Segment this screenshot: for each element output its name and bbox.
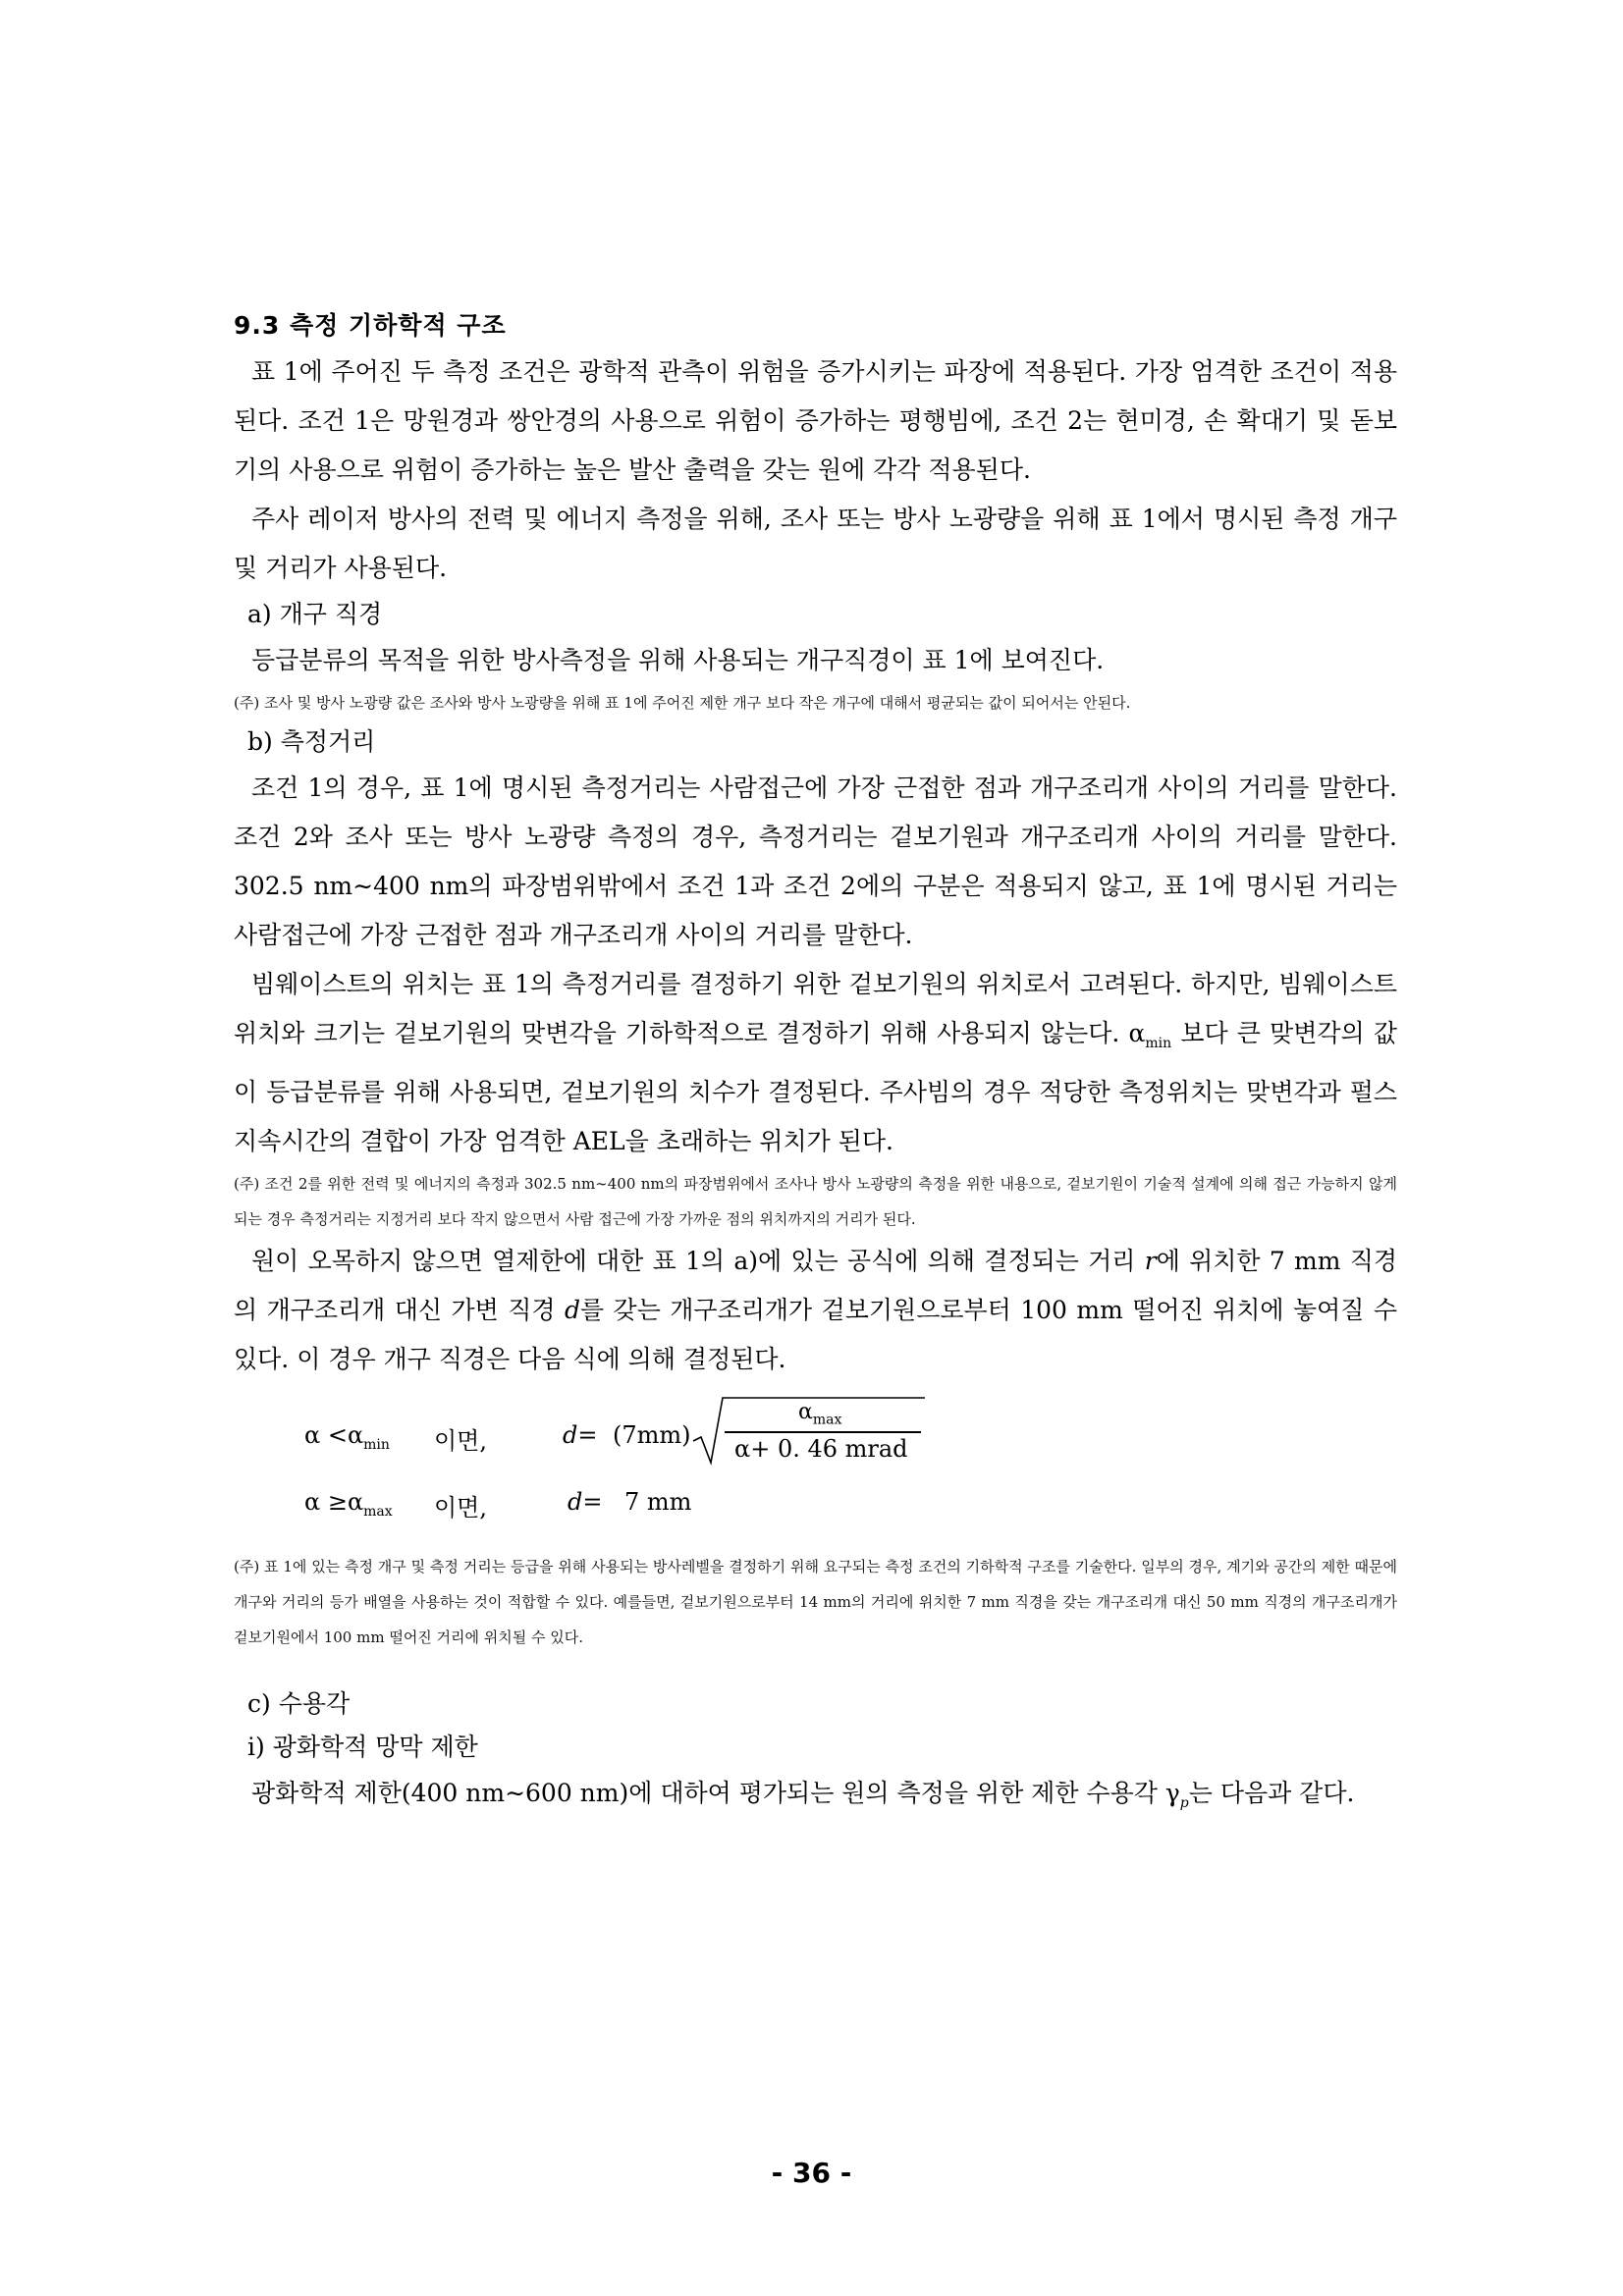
formula-condition: 이면, [434,1494,487,1522]
section-heading: 9.3 측정 기하학적 구조 [234,311,507,340]
numerator-alpha: α [798,1400,813,1424]
gamma-subscript: p [1179,1795,1189,1811]
subsection-a-paragraph: 등급분류의 목적을 위한 방사측정을 위해 사용되는 개구직경이 표 1에 보여진다. [251,646,1105,674]
formula-note: (주) 표 1에 있는 측정 개구 및 측정 거리는 등급을 위해 사용되는 방사레벨을 결정하기 위해 요구되는 측정 조건의 기하학적 구조를 기술한다. 일부의 경우, 계기와 공간의 제한 때문에 개구와 거리의 등가 배열을 사용하는 것이 적합할 수 있다. 예를들면, 겉보기원으로부터 14 mm의 거리에 위치한 7 mm 직경을 갖는 개구조리개 대신 50 mm 직경의 개구조리개가 겉보기원에서 100 mm 떨어진 거리에 위치될 수 있다. [234,1558,1397,1646]
subsection-c-subtitle: i) 광화학적 망막 제한 [247,1733,478,1761]
formula-value: 7 mm [624,1488,692,1516]
section-paragraph-1: 표 1에 주어진 두 측정 조건은 광학적 관측이 위험을 증가시키는 파장에 적용된다. 가장 엄격한 조건이 적용된다. 조건 1은 망원경과 쌍안경의 사용으로 위험이 증가하는 평행빔에, 조건 2는 현미경, 손 확대기 및 돋보기의 사용으로 위험이 증가하는 높은 발산 출력을 갖는 원에 각각 적용된다. [234,357,1397,484]
numerator-subscript: max [812,1412,842,1428]
paragraph-text: 보다 큰 맞변각의 값이 등급분류를 위해 사용되면, 겉보기원의 치수가 결정된다. 주사빔의 경우 적당한 측정위치는 맞변각과 펄스 지속시간의 결합이 가장 엄격한 AEL을 초래하는 위치가 된다. [234,1019,1398,1155]
subsection-a-note: (주) 조사 및 방사 노광량 값은 조사와 방사 노광량을 위해 표 1에 주어진 제한 개구 보다 작은 개구에 대해서 평균되는 값이 되어서는 안된다. [234,694,1131,712]
formula-lhs-subscript: min [363,1436,390,1453]
paragraph-text: 를 갖는 개구조리개가 겉보기원으로부터 100 mm 떨어진 위치에 놓여질 수 있다. 이 경우 개구 직경은 다음 식에 의해 결정된다. [234,1296,1398,1373]
formula-lhs-text: α <α [304,1421,364,1449]
formula-coefficient: (7mm) [613,1421,691,1449]
page-number: - 36 - [771,2157,852,2189]
paragraph-text: 광화학적 제한(400 nm∼600 nm)에 대하여 평가되는 원의 측정을 위한 제한 수용각 [251,1779,1158,1807]
paragraph-text: 는 다음과 같다. [1188,1779,1355,1807]
formula-lhs-text: α ≥α [304,1488,364,1516]
fraction-denominator: α+ 0. 46 mrad [734,1435,908,1463]
paragraph-text: 빔웨이스트의 위치는 표 1의 측정거리를 결정하기 위한 겉보기원의 위치로서 고려된다. 하지만, 빔웨이스트 위치와 크기는 겉보기원의 맞변각을 기하학적으로 결정하기 위해 사용되지 않는다. [234,970,1397,1047]
page-content [234,306,1397,1828]
variable-d: d [564,1296,580,1324]
subsection-b-paragraph-1: 조건 1의 경우, 표 1에 명시된 측정거리는 사람접근에 가장 근접한 점과 개구조리개 사이의 거리를 말한다. 조건 2와 조사 또는 방사 노광량 측정의 경우, 측정거리는 겉보기원과 개구조리개 사이의 거리를 말한다. 302.5 nm∼400 nm의 파장범위밖에서 조건 1과 조건 2에의 구분은 적용되지 않고, 표 1에 명시된 거리는 사람접근에 가장 근접한 점과 개구조리개 사이의 거리를 말한다. [234,774,1397,949]
fraction-numerator [798,1400,841,1427]
paragraph-text: 에 위치한 7 mm 직경의 개구조리개 대신 가변 직경 [234,1247,1398,1324]
formula-lhs [304,1488,393,1520]
formula-lhs [304,1421,390,1453]
formula-row-2 [234,1488,1397,1549]
fraction [725,1400,931,1468]
formula-lhs-subscript: max [363,1503,393,1520]
subsection-a-title: a) 개구 직경 [247,600,383,628]
subsection-b-paragraph-3 [234,1237,1397,1384]
variable-r: r [1144,1247,1157,1275]
subsection-b-paragraph-2 [234,960,1397,1166]
section-paragraph-2: 주사 레이저 방사의 전력 및 에너지 측정을 위해, 조사 또는 방사 노광량을 위해 표 1에서 명시된 측정 개구 및 거리가 사용된다. [234,505,1397,582]
formula-d: d= [568,1488,603,1516]
formula-condition: 이면, [434,1427,487,1455]
gamma-symbol: γ [1164,1779,1180,1807]
alpha-symbol: α [1128,1019,1146,1047]
formula-block [234,1400,1397,1549]
subsection-c-title: c) 수용각 [247,1689,351,1718]
subsection-c-paragraph [234,1769,1397,1828]
fraction-bar [725,1431,921,1433]
subsection-b-title: b) 측정거리 [247,727,376,756]
subsection-b-note: (주) 조건 2를 위한 전력 및 에너지의 측정과 302.5 nm∼400 nm의 파장범위에서 조사나 방사 노광량의 측정을 위한 내용으로, 겉보기원이 기술적 설계에 의해 접근 가능하지 않게 되는 경우 측정거리는 지정거리 보다 작지 않으면서 사람 접근에 가장 가까운 점의 위치까지의 거리가 된다. [234,1175,1397,1228]
formula-d: d= [563,1421,598,1449]
paragraph-text: 원이 오목하지 않으면 열제한에 대한 표 1의 a)에 있는 공식에 의해 결정되는 거리 [251,1247,1136,1275]
alpha-subscript: min [1145,1036,1172,1051]
formula-row-1 [234,1400,1397,1482]
